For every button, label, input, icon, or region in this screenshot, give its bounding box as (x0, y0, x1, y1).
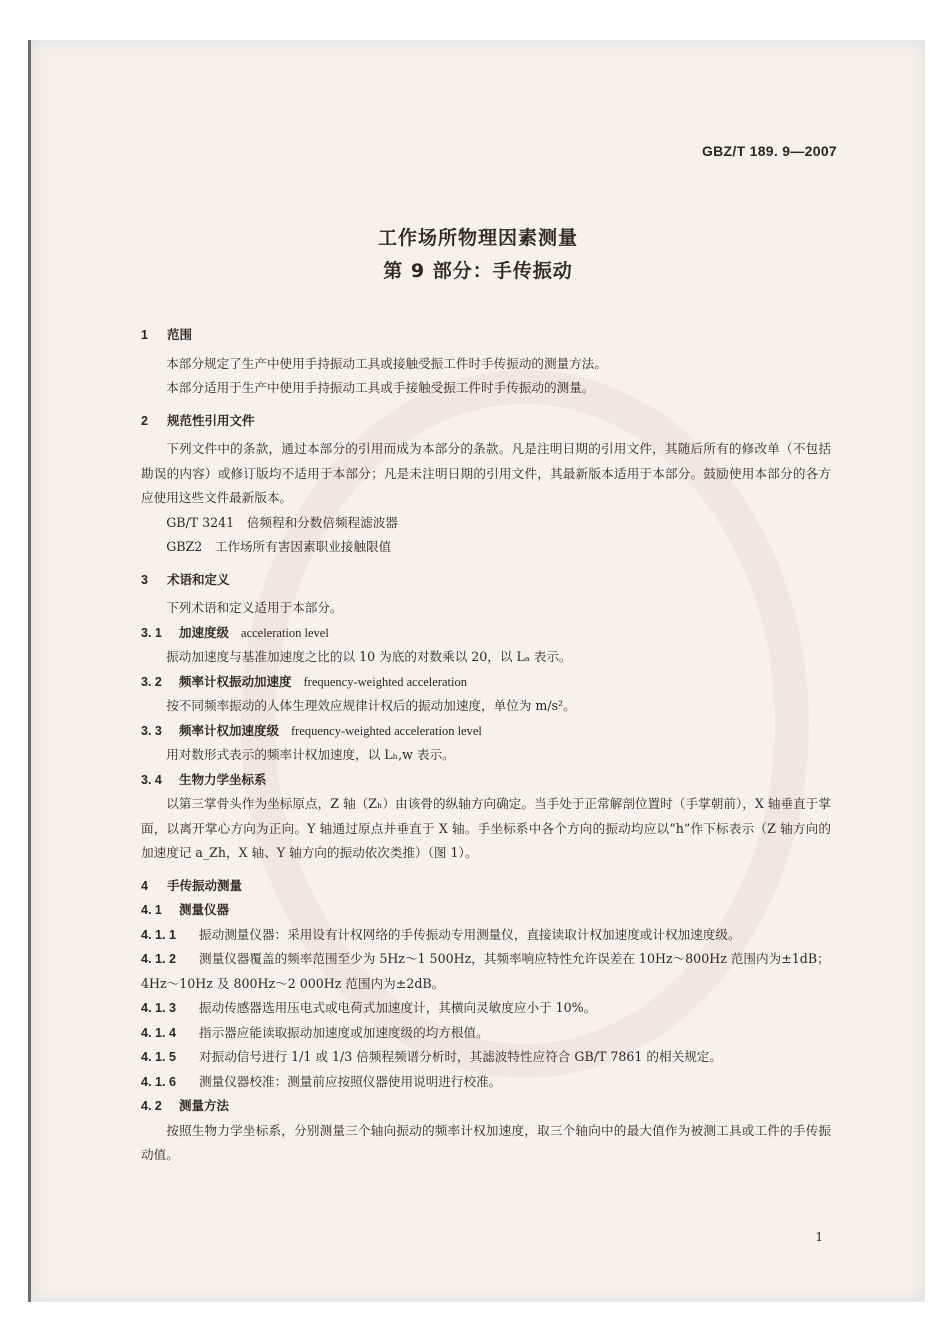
document-subtitle: 第 9 部分：手传振动 (383, 260, 573, 282)
term-number: 3. 3 (141, 723, 162, 738)
term-chinese: 频率计权振动加速度 (179, 673, 292, 689)
term-heading (141, 670, 831, 695)
subsection-title: 测量方法 (179, 1098, 230, 1113)
clause-number: 4. 1. 2 (141, 952, 177, 966)
document-title: 工作场所物理因素测量 (377, 227, 578, 249)
term-number: 3. 4 (141, 772, 162, 787)
paragraph: 下列文件中的条款，通过本部分的引用而成为本部分的条款。凡是注明日期的引用文件，其随后所有的修改单（不包括勘误的内容）或修订版均不适用于本部分；凡是未注明日期的引用文件，其最新版本适用于本部分。鼓励使用本部分的各方应使用这些文件最新版本。 (141, 441, 831, 505)
subsection-title: 测量仪器 (179, 902, 230, 917)
term-heading (141, 621, 831, 646)
clause-text: 指示器应能读取振动加速度或加速度级的均方根值。 (199, 1024, 489, 1040)
section-number: 2 (141, 413, 148, 428)
term-chinese: 生物力学坐标系 (179, 771, 267, 787)
section-title: 术语和定义 (167, 571, 230, 587)
term-definition: 以第三掌骨头作为坐标原点，Z 轴（Zₕ）由该骨的纵轴方向确定。当手处于正常解剖位置时（手掌朝前），X 轴垂直于掌面，以离开掌心方向为正向。Y 轴通过原点并垂直于 X 轴。手坐标系中各个方向的振动均应以“h”作下标表示（Z 轴方向的加速度记 a_Zh，X 轴、Y 轴方向的振动依次类推）（图 1）。 (141, 796, 831, 860)
section-title: 范围 (167, 327, 193, 342)
section-title: 规范性引用文件 (167, 412, 255, 428)
subsection-number: 4. 2 (141, 1099, 162, 1113)
reference-item: GBZ2 工作场所有害因素职业接触限值 (166, 539, 392, 554)
standard-number: GBZ/T 189. 9—2007 (701, 143, 837, 159)
section-number: 3 (141, 572, 148, 587)
term-chinese: 加速度级 (179, 624, 230, 640)
page-number: 1 (815, 1230, 823, 1244)
subsection-number: 4. 1 (141, 903, 162, 917)
term-definition: 用对数形式表示的频率计权加速度，以 Lₕ,w 表示。 (166, 747, 455, 762)
term-number: 3. 1 (141, 625, 162, 640)
term-definition: 按不同频率振动的人体生理效应规律计权后的振动加速度，单位为 m/s²。 (166, 698, 576, 713)
clause-text: 测量仪器覆盖的频率范围至少为 5Hz～1 500Hz，其频率响应特性允许误差在 10Hz～800Hz 范围内为±1dB；4Hz～10Hz 及 800Hz～2 000Hz 范围内为±2dB。 (141, 951, 830, 991)
paragraph: 本部分适用于生产中使用手持振动工具或手接触受振工件时手传振动的测量。 (166, 380, 595, 395)
term-english: frequency-weighted acceleration level (291, 723, 482, 738)
term-definition: 振动加速度与基准加速度之比的以 10 为底的对数乘以 20，以 Lₐ 表示。 (166, 649, 572, 664)
clause-number: 4. 1. 3 (141, 1001, 177, 1015)
section-heading (141, 323, 831, 348)
subsection-heading (141, 898, 831, 923)
term-heading (141, 719, 831, 744)
section-heading (141, 568, 831, 593)
subsection-heading (141, 1094, 831, 1119)
clause-4-1-3 (141, 996, 831, 1021)
term-heading (141, 768, 831, 793)
section-heading (141, 409, 831, 434)
clause-4-1-1 (141, 923, 831, 948)
term-chinese: 频率计权加速度级 (179, 722, 280, 738)
clause-number: 4. 1. 1 (141, 927, 177, 942)
clause-4-1-2 (141, 947, 831, 996)
clause-number: 4. 1. 5 (141, 1050, 177, 1064)
document-page (28, 40, 925, 1302)
document-body (141, 323, 831, 1168)
section-heading (141, 874, 831, 899)
clause-4-1-5 (141, 1045, 831, 1070)
clause-text: 测量仪器校准：测量前应按照仪器使用说明进行校准。 (199, 1073, 502, 1089)
paragraph: 本部分规定了生产中使用手持振动工具或接触受振工件时手传振动的测量方法。 (166, 355, 607, 371)
term-number: 3. 2 (141, 674, 162, 689)
clause-text: 振动测量仪器：采用设有计权网络的手传振动专用测量仪，直接读取计权加速度或计权加速度级。 (199, 926, 741, 942)
section-number: 1 (141, 328, 148, 342)
paragraph: 下列术语和定义适用于本部分。 (166, 600, 343, 615)
term-english: acceleration level (241, 625, 329, 640)
clause-text: 对振动信号进行 1/1 或 1/3 倍频程频谱分析时，其滤波特性应符合 GB/T 7861 的相关规定。 (199, 1049, 722, 1064)
clause-4-1-4 (141, 1021, 831, 1046)
clause-4-1-6 (141, 1070, 831, 1095)
clause-text: 振动传感器选用压电式或电荷式加速度计，其横向灵敏度应小于 10%。 (199, 1000, 597, 1015)
term-english: frequency-weighted acceleration (303, 674, 467, 689)
clause-number: 4. 1. 6 (141, 1074, 177, 1089)
clause-number: 4. 1. 4 (141, 1025, 177, 1040)
section-title: 手传振动测量 (167, 877, 243, 893)
section-number: 4 (141, 878, 148, 893)
paragraph: 按照生物力学坐标系，分别测量三个轴向振动的频率计权加速度，取三个轴向中的最大值作为被测工具或工件的手传振动值。 (141, 1122, 831, 1162)
reference-item: GB/T 3241 倍频程和分数倍频程滤波器 (166, 514, 398, 530)
